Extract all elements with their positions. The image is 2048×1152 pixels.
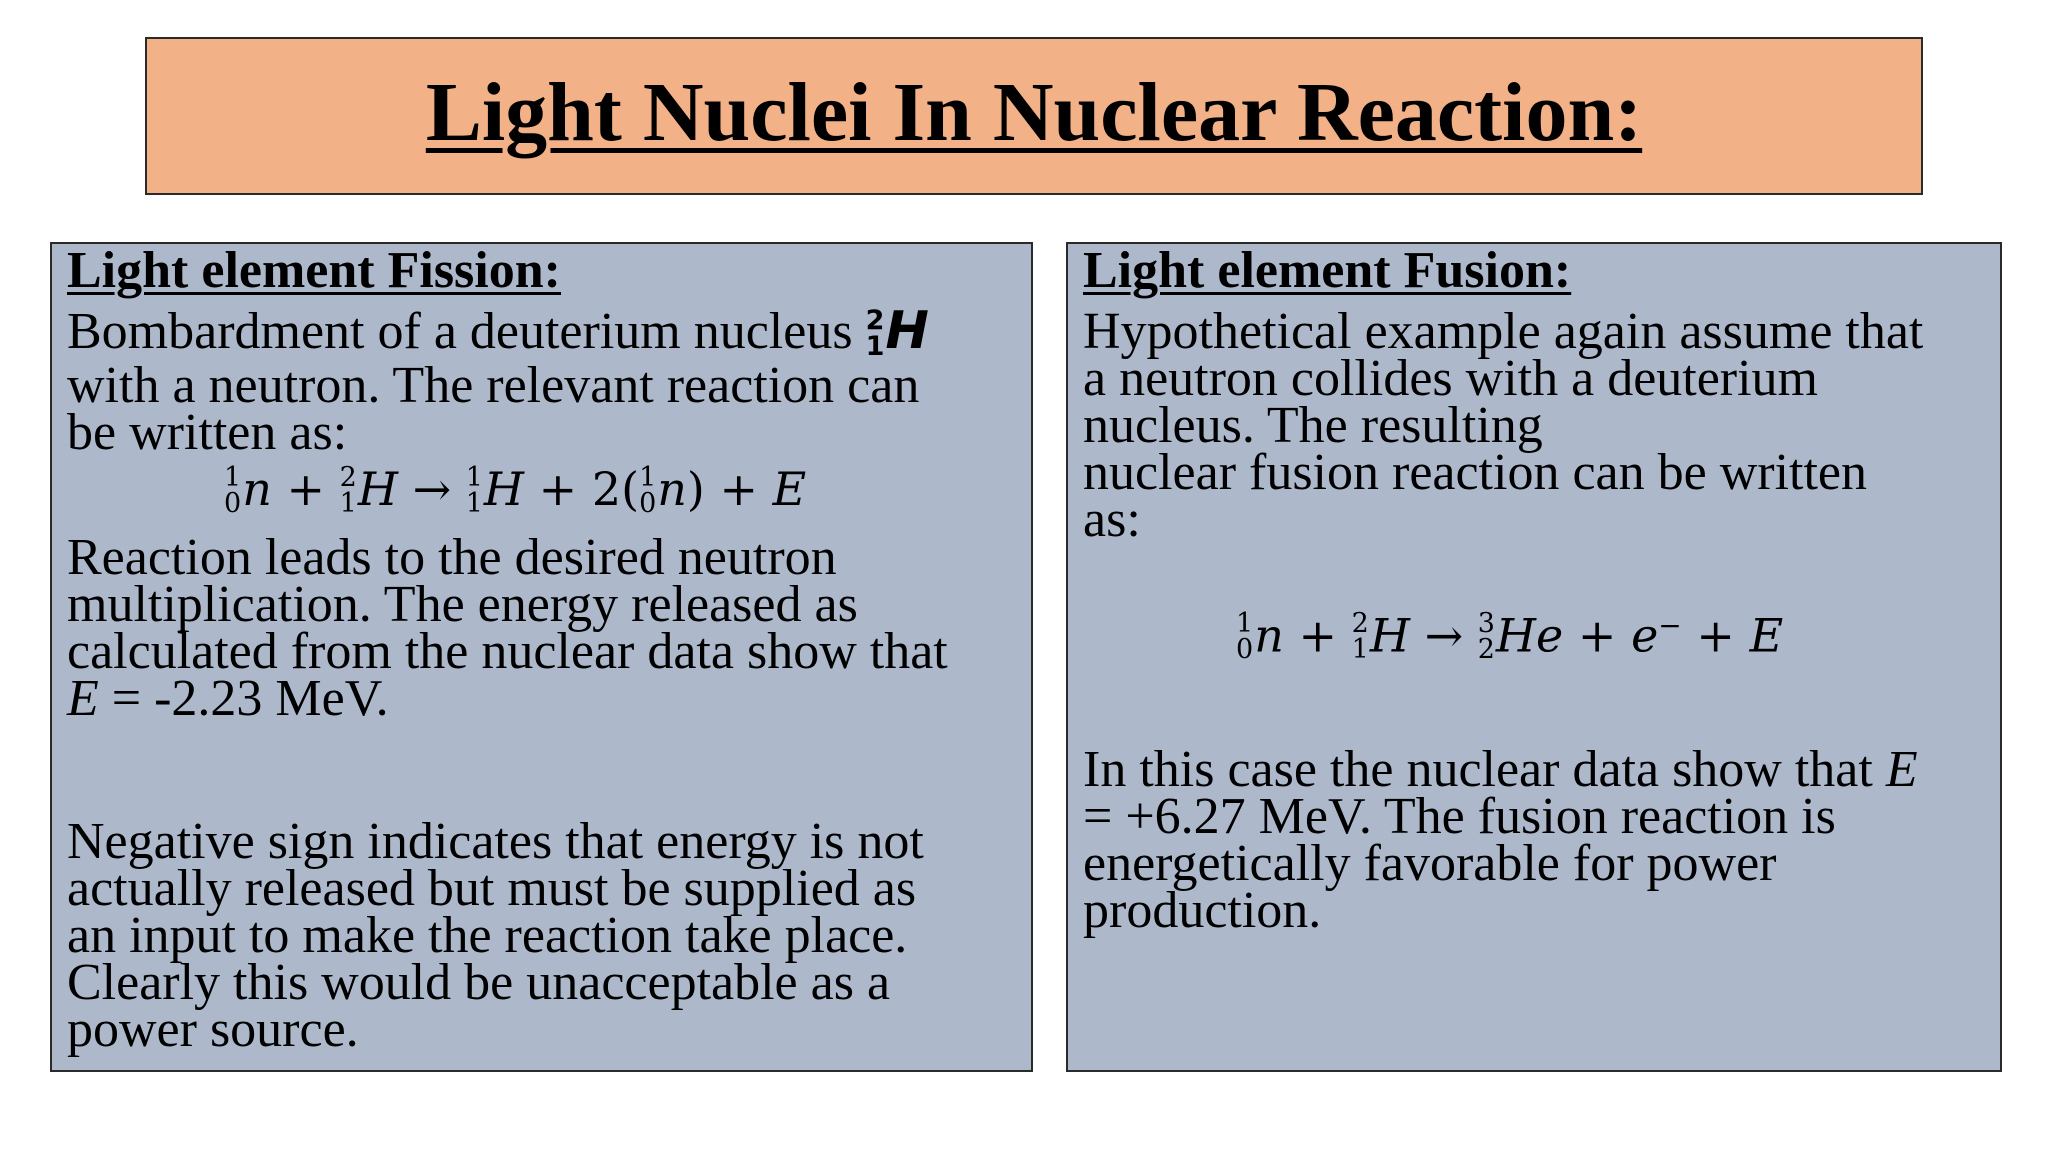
fission-result: Reaction leads to the desired neutron multiplication. The energy released as calculated from the nuclear data show that E = -2.23 MeV. (67, 529, 948, 727)
fission-note: Negative sign indicates that energy is not actually released but must be supplied as an input to make the reaction take place. Clearly this would be unacceptable as a power source. (67, 813, 924, 1058)
fusion-equation: 1 0 n + 2 1 H → 3 2 He + e− + E (1236, 608, 1784, 666)
slide-title: Light Nuclei In Nuclear Reaction: (425, 66, 1643, 159)
fission-energy-value: E = -2.23 MeV. (67, 670, 389, 727)
deuterium-inline-nuclide: 2 1 (865, 305, 885, 363)
fission-intro-line-1: Bombardment of a deuterium nucleus 2 1 H (67, 301, 929, 363)
fission-panel (50, 242, 1033, 1072)
fission-intro-line-2: with a neutron. The relevant reaction can (67, 357, 920, 415)
fission-intro (67, 301, 929, 462)
fission-heading: Light element Fission: (67, 242, 561, 299)
fusion-panel (1066, 242, 2002, 1072)
fusion-heading: Light element Fusion: (1083, 242, 1572, 299)
fission-intro-line-3: be written as: (67, 404, 348, 462)
fusion-intro: Hypothetical example again assume that a neutron collides with a deuterium nucleus. The resulting nuclear fusion reaction can be written as: (1083, 303, 1924, 548)
fission-equation: 1 0 n + 2 1 H → 1 1 H + 2( 1 0 n) + E (224, 462, 807, 519)
fusion-result: In this case the nuclear data show that E = +6.27 MeV. The fusion reaction is energetically favorable for power production. (1083, 741, 1918, 939)
title-banner (145, 37, 1923, 195)
